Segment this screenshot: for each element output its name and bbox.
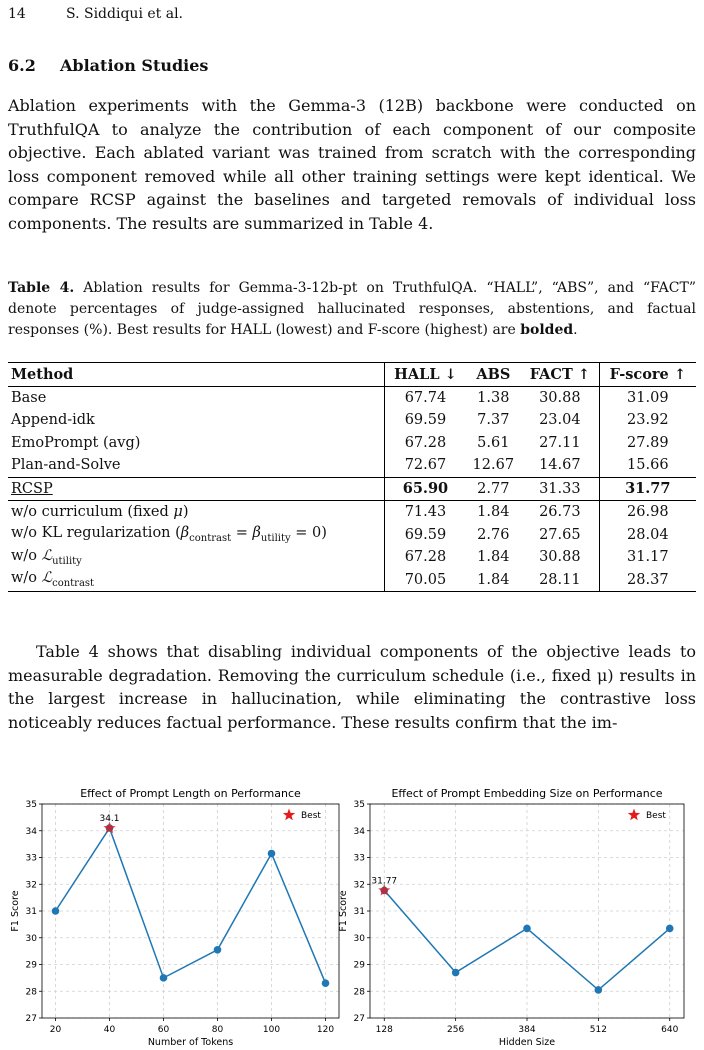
table-row (8, 386, 696, 409)
cell-hall: 67.74 (404, 389, 447, 406)
header-method: Method (8, 363, 385, 387)
cell-hall: 67.28 (404, 434, 447, 451)
best-value-label: 34.1 (99, 814, 120, 825)
cell-abs: 1.84 (466, 569, 522, 592)
cell-fscore: 28.37 (599, 569, 696, 592)
legend-star (628, 809, 640, 821)
header-hall: HALL ↓ (385, 363, 466, 387)
page-header (8, 6, 183, 22)
x-tick-label: 20 (49, 1025, 62, 1035)
cell-fscore: 31.09 (627, 389, 669, 406)
row-method: w/o ℒ$_{contrast}$ (8, 569, 385, 592)
y-tick-label: 27 (353, 1014, 365, 1024)
table-row (8, 454, 696, 477)
x-tick-label: 80 (211, 1025, 224, 1035)
table-row (8, 524, 696, 547)
y-axis-label: F1 Score (338, 890, 349, 932)
cell-abs: 1.84 (466, 501, 522, 524)
cell-hall: 71.43 (385, 501, 466, 524)
row-method: EmoPrompt (avg) (8, 432, 385, 455)
data-point (160, 974, 168, 982)
data-point (666, 925, 674, 933)
x-tick-label: 60 (157, 1025, 170, 1035)
y-tick-label: 30 (25, 933, 37, 944)
cell-fscore: 15.66 (627, 457, 669, 474)
caption-end: . (573, 322, 578, 338)
ablation-table (8, 362, 696, 592)
cell-abs: 1.84 (477, 549, 510, 566)
y-tick-label: 28 (353, 987, 365, 998)
cell-fscore: 23.92 (627, 412, 669, 429)
section-title: Ablation Studies (60, 56, 209, 75)
cell-fscore: 26.98 (599, 501, 696, 524)
y-tick-label: 35 (353, 800, 365, 810)
row-method: w/o curriculum (fixed μ) (8, 501, 385, 524)
discussion-paragraph: Table 4 shows that disabling individual components of the objective leads to measurable degradation. Removing the curriculum schedule (i.e., fixed μ) results in the largest increase in hallucination, while eliminating the contrastive loss noticeably reduces factual performance. These results confirm that the im- (8, 642, 696, 732)
data-point (268, 850, 276, 858)
caption-bold-word: bolded (520, 322, 574, 338)
cell-hall: 67.28 (404, 549, 447, 566)
cell-abs: 2.77 (466, 477, 522, 501)
section-heading (8, 56, 208, 75)
cell-fact: 23.04 (521, 409, 599, 432)
page-number: 14 (8, 6, 26, 22)
table-row (8, 501, 696, 524)
row-method (8, 477, 385, 501)
cell-abs: 1.38 (477, 389, 510, 406)
x-tick-label: 128 (375, 1025, 393, 1035)
intro-paragraph: Ablation experiments with the Gemma-3 (12B) backbone were conducted on TruthfulQA to analyze the contribution of each component of our composite objective. Each ablated variant was trained from scratch with the corresponding loss component removed while all other training settings were kept identical. We compare RCSP against the baselines and targeted removals of individual loss components. The results are summarized in Table 4. (8, 96, 696, 233)
header-fscore: F-score ↑ (599, 363, 696, 387)
cell-abs: 5.61 (477, 434, 510, 451)
header-fact: FACT ↑ (521, 363, 599, 387)
table-row (8, 409, 696, 432)
y-tick-label: 35 (25, 800, 37, 810)
data-point (214, 946, 222, 954)
cell-hall: 69.59 (404, 412, 447, 429)
best-value-label: 31.77 (371, 876, 398, 887)
cell-fscore: 27.89 (627, 434, 669, 451)
y-tick-label: 27 (25, 1014, 37, 1024)
chart-title: Effect of Prompt Embedding Size on Performance (391, 787, 663, 800)
cell-hall-bold: 65.90 (402, 480, 449, 498)
y-tick-label: 31 (25, 907, 37, 917)
chart-title: Effect of Prompt Length on Performance (80, 787, 301, 800)
row-method: Base (8, 386, 385, 409)
chart-embedding-size (338, 787, 684, 1048)
x-tick-label: 384 (518, 1025, 536, 1035)
y-tick-label: 34 (353, 826, 365, 837)
x-axis-label: Number of Tokens (147, 1037, 234, 1048)
y-tick-label: 28 (25, 987, 37, 998)
legend-label: Best (646, 811, 666, 821)
x-tick-label: 100 (262, 1025, 281, 1035)
x-tick-label: 640 (661, 1025, 679, 1035)
cell-fscore (599, 477, 696, 501)
y-axis-label: F1 Score (10, 890, 21, 932)
data-point (595, 986, 603, 994)
row-method: Append-idk (8, 409, 385, 432)
row-method: w/o ℒ$_{utility}$ (8, 546, 385, 569)
chart-prompt-length (10, 787, 339, 1048)
cell-abs: 7.37 (477, 412, 510, 429)
y-tick-label: 31 (353, 907, 365, 917)
cell-hall (385, 477, 466, 501)
y-tick-label: 29 (353, 960, 365, 971)
legend-star (283, 809, 295, 821)
cell-fact: 30.88 (521, 386, 599, 409)
cell-fscore-bold: 31.77 (625, 480, 671, 498)
cell-abs: 2.76 (477, 526, 510, 543)
running-title: S. Siddiqui et al. (66, 6, 184, 22)
table-row (8, 432, 696, 455)
rcsp-label: RCSP (11, 480, 53, 497)
data-point (52, 907, 60, 915)
caption-text: Ablation results for Gemma-3-12b-pt on TruthfulQA. “HALL”, “ABS”, and “FACT” denote percentages of judge-assigned hallucinated responses, abstentions, and factual responses (%). Best results for HALL (lowest) and F-score (highest) are (8, 280, 696, 338)
figure-charts (0, 780, 704, 1050)
y-tick-label: 33 (353, 853, 365, 864)
row-method: w/o KL regularization $(\beta_{contrast} = \beta_{utility} = 0)$ (8, 524, 385, 547)
cell-fact: 31.33 (521, 477, 599, 501)
table-caption (8, 278, 696, 341)
y-tick-label: 32 (353, 880, 365, 891)
x-axis-label: Hidden Size (498, 1037, 556, 1048)
header-abs: ABS (466, 363, 522, 387)
cell-fact: 27.11 (521, 432, 599, 455)
cell-fact: 26.73 (521, 501, 599, 524)
cell-hall: 69.59 (404, 526, 447, 543)
y-tick-label: 34 (25, 826, 37, 837)
data-point (322, 979, 330, 987)
y-tick-label: 33 (25, 853, 37, 864)
table-row (8, 569, 696, 592)
x-tick-label: 120 (316, 1025, 335, 1035)
data-point (523, 925, 531, 933)
cell-hall: 70.05 (385, 569, 466, 592)
x-tick-label: 256 (447, 1025, 465, 1035)
cell-fscore: 31.17 (627, 549, 669, 566)
x-tick-label: 512 (589, 1025, 607, 1035)
y-tick-label: 32 (25, 880, 37, 891)
cell-fact: 28.11 (521, 569, 599, 592)
x-tick-label: 40 (103, 1025, 116, 1035)
data-point (452, 969, 460, 977)
row-method: Plan-and-Solve (8, 454, 385, 477)
cell-fact: 30.88 (521, 546, 599, 569)
table-row-rcsp (8, 477, 696, 501)
cell-hall: 72.67 (404, 457, 447, 474)
legend-label: Best (301, 811, 321, 821)
y-tick-label: 29 (25, 960, 37, 971)
table-header-row (8, 363, 696, 387)
y-tick-label: 30 (353, 933, 365, 944)
table-row (8, 546, 696, 569)
cell-fact: 27.65 (521, 524, 599, 547)
table-label: Table 4. (8, 280, 75, 296)
series-line (56, 828, 326, 983)
cell-fscore: 28.04 (627, 526, 669, 543)
cell-fact: 14.67 (521, 454, 599, 477)
cell-abs: 12.67 (472, 457, 515, 474)
section-number: 6.2 (8, 56, 36, 75)
